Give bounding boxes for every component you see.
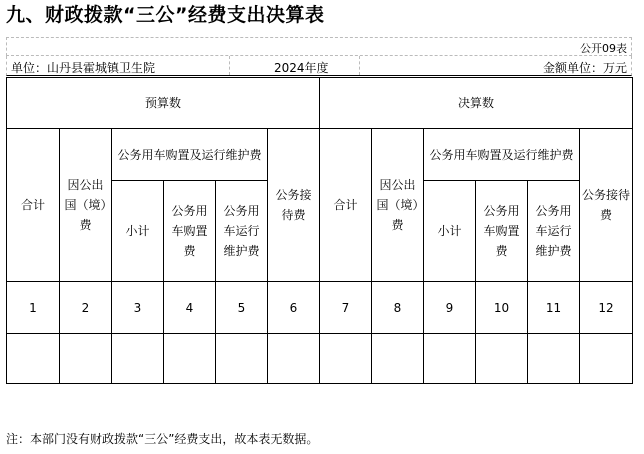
meta-row — [6, 56, 632, 76]
actual-reception-header: 公务接待费 — [580, 129, 633, 282]
column-number: 9 — [424, 282, 476, 334]
budget-total-header: 合计 — [7, 129, 60, 282]
actual-vehicle-purchase-header: 公务用车购置费 — [476, 181, 528, 282]
budget-vehicle-operation-header: 公务用车运行维护费 — [216, 181, 268, 282]
year-label: 2024年度 — [274, 61, 329, 75]
divider — [359, 56, 360, 75]
column-number: 1 — [7, 282, 60, 334]
data-cell — [164, 334, 216, 384]
actual-total-header: 合计 — [320, 129, 372, 282]
column-number: 6 — [268, 282, 320, 334]
data-cell — [112, 334, 164, 384]
data-cell — [60, 334, 112, 384]
column-number: 5 — [216, 282, 268, 334]
data-cell — [7, 334, 60, 384]
form-number: 公开09表 — [580, 42, 627, 55]
data-cell — [528, 334, 580, 384]
column-number: 3 — [112, 282, 164, 334]
actual-subtotal-header: 小计 — [424, 181, 476, 282]
three-public-expenses-table — [6, 77, 633, 384]
budget-header: 预算数 — [7, 78, 320, 129]
column-number: 7 — [320, 282, 372, 334]
budget-reception-header: 公务接待费 — [268, 129, 320, 282]
amount-unit-label: 金额单位：万元 — [542, 61, 627, 75]
data-cell — [424, 334, 476, 384]
column-number: 12 — [580, 282, 633, 334]
data-cell — [580, 334, 633, 384]
column-number: 11 — [528, 282, 580, 334]
footnote: 注：本部门没有财政拨款“三公”经费支出，故本表无数据。 — [6, 432, 319, 446]
actual-header: 决算数 — [320, 78, 633, 129]
data-cell — [268, 334, 320, 384]
actual-abroad-header: 因公出国（境）费 — [372, 129, 424, 282]
page-title: 九、财政拨款“三公”经费支出决算表 — [6, 4, 325, 26]
data-cell — [216, 334, 268, 384]
column-number: 10 — [476, 282, 528, 334]
data-cell — [320, 334, 372, 384]
divider — [229, 56, 230, 75]
column-number: 8 — [372, 282, 424, 334]
data-cell — [476, 334, 528, 384]
data-cell — [372, 334, 424, 384]
form-number-row — [6, 37, 632, 56]
budget-vehicle-purchase-header: 公务用车购置费 — [164, 181, 216, 282]
actual-vehicle-group-header: 公务用车购置及运行维护费 — [424, 129, 580, 181]
column-number: 4 — [164, 282, 216, 334]
unit-label: 单位：山丹县霍城镇卫生院 — [11, 61, 156, 75]
column-number: 2 — [60, 282, 112, 334]
budget-abroad-header: 因公出国（境）费 — [60, 129, 112, 282]
budget-subtotal-header: 小计 — [112, 181, 164, 282]
budget-vehicle-group-header: 公务用车购置及运行维护费 — [112, 129, 268, 181]
actual-vehicle-operation-header: 公务用车运行维护费 — [528, 181, 580, 282]
